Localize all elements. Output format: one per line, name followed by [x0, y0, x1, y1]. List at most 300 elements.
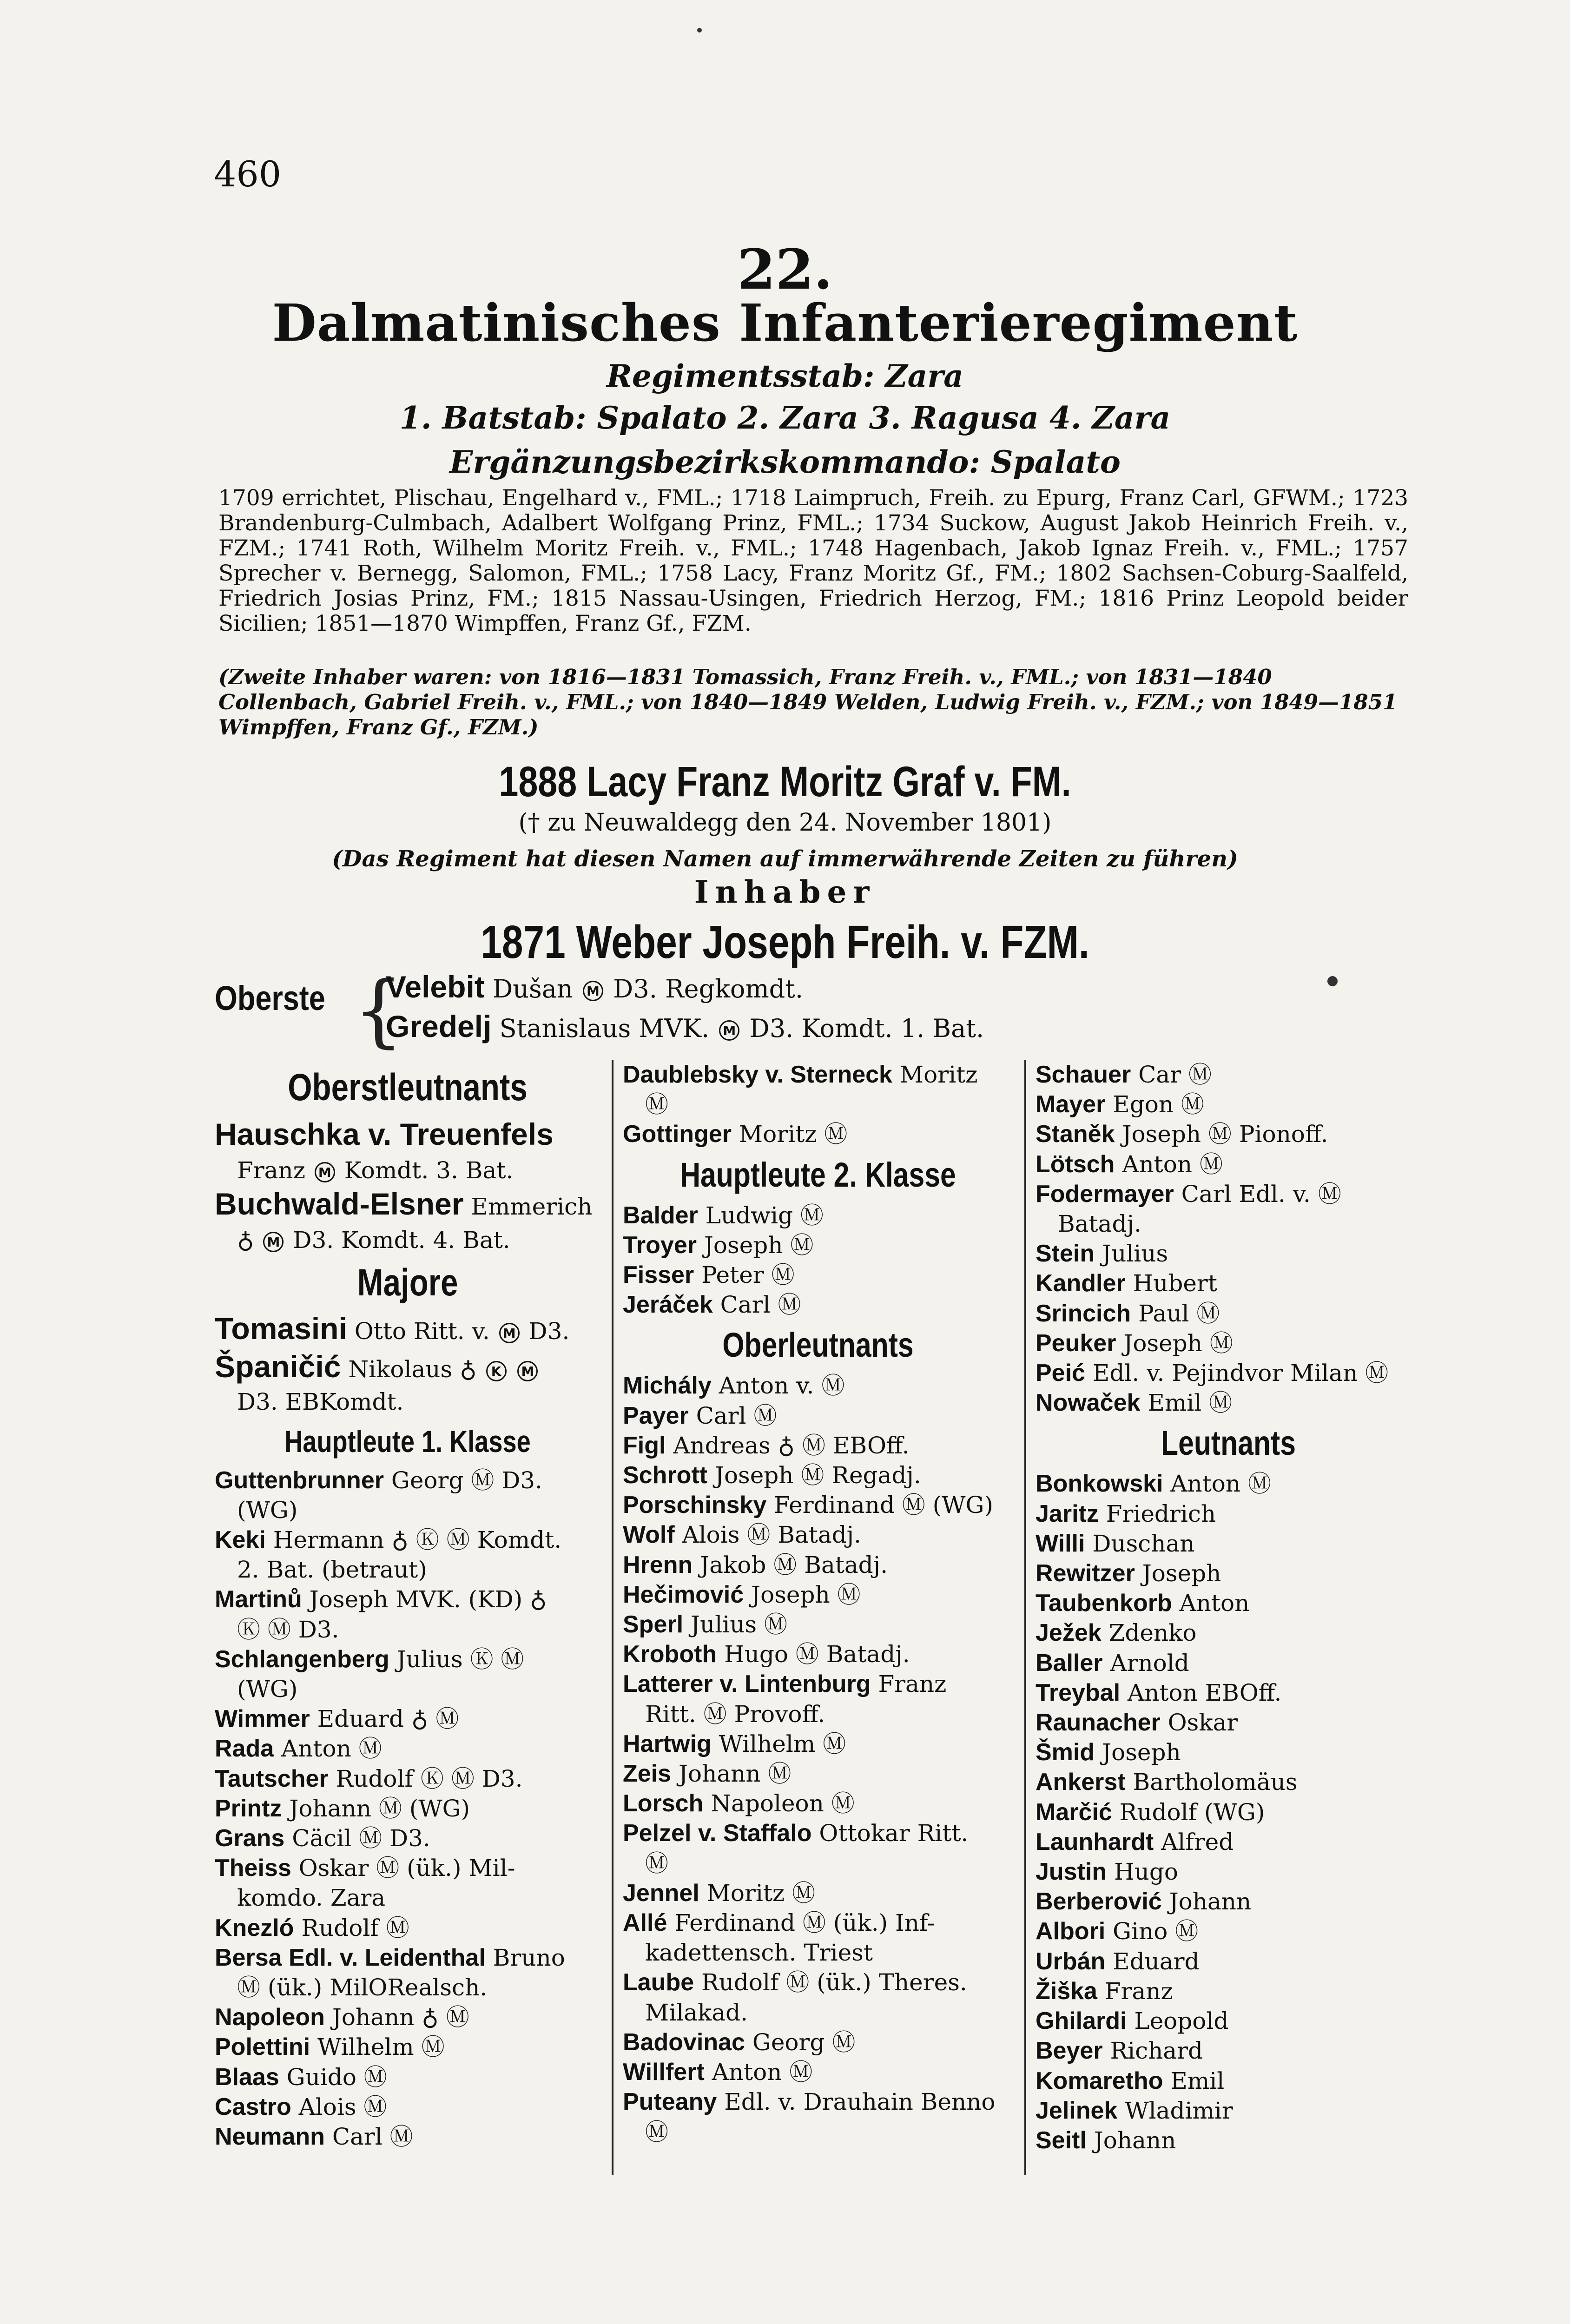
list-item: [623, 1610, 1013, 1639]
list-item: [215, 1644, 600, 1674]
officer-details: Carl Ⓜ: [332, 2123, 413, 2151]
officer-details: Jakob Ⓜ Batadj.: [700, 1551, 888, 1578]
list-item: [215, 1185, 600, 1225]
officer-name: Latterer v. Lintenburg: [623, 1670, 871, 1698]
officer-details: Leopold: [1134, 2007, 1229, 2035]
officer-details: Julius Ⓚ Ⓜ: [396, 1645, 524, 1673]
military-merit-stamp-icon: M: [583, 981, 603, 1001]
military-merit-stamp-icon: M: [719, 1020, 739, 1041]
regiment-staff: Regimentsstab: Zara: [607, 358, 963, 394]
list-item: [623, 1431, 1013, 1460]
list-item: [1036, 1119, 1421, 1149]
officer-name: Grans: [215, 1825, 285, 1852]
list-item: [623, 1908, 1013, 1938]
officer-details: Moritz Ⓜ: [706, 1879, 816, 1907]
list-item: [623, 1490, 1013, 1520]
regiment-title: Dalmatinisches Infanterieregiment: [272, 293, 1298, 353]
regiment-number: 22.: [737, 237, 833, 302]
officer-details: Joseph Ⓜ: [704, 1231, 814, 1259]
list-item: [1036, 1149, 1421, 1179]
officer-details: Ferdinand Ⓜ (ük.) Inf-: [674, 1909, 935, 1937]
officer-details: Johann ♁ Ⓜ: [332, 2004, 469, 2031]
officer-name: Albori: [1036, 1918, 1106, 1945]
list-item: [1036, 1388, 1421, 1418]
officer-name: Napoleon: [215, 2004, 325, 2031]
officer-name: Tomasini: [215, 1311, 347, 1346]
list-item: [1036, 1618, 1421, 1648]
officer-details: Johann Ⓜ (WG): [289, 1795, 470, 1822]
officer-name: Theiss: [215, 1855, 291, 1882]
officer-details: Georg Ⓜ: [752, 2028, 856, 2056]
officer-name: Bonkowski: [1036, 1470, 1163, 1498]
honorary-death-note: († zu Neuwaldegg den 24. November 1801): [518, 809, 1052, 837]
list-item: [623, 1520, 1013, 1550]
list-item: [1036, 1827, 1421, 1857]
officer-details: Joseph Ⓜ Regadj.: [714, 1462, 921, 1489]
officer-name: Beyer: [1036, 2037, 1103, 2065]
officer-details: Car Ⓜ: [1138, 1061, 1212, 1088]
officer-name: Hartwig: [623, 1730, 712, 1757]
list-item: [215, 1349, 600, 1387]
section-heading-oberstleutnants: Oberstleutnants: [288, 1066, 528, 1109]
list-item: [1036, 1767, 1421, 1797]
list-item: [1036, 1529, 1421, 1558]
officer-name: Nowaček: [1036, 1389, 1141, 1417]
officer-details: Edl. v. Drauhain Benno: [724, 2088, 996, 2116]
list-item: [215, 1853, 600, 1883]
column-divider: [1024, 1060, 1026, 2175]
officer-name: Figl: [623, 1432, 666, 1459]
list-item: [1036, 1648, 1421, 1678]
list-item: [623, 1967, 1013, 1997]
officer-details: Bartholomäus: [1133, 1769, 1298, 1796]
military-merit-stamp-icon: M: [499, 1323, 520, 1343]
list-item: 2. Bat. (betraut): [237, 1556, 427, 1584]
list-item: [1036, 1976, 1421, 2006]
list-item: [215, 1943, 600, 1973]
officer-name: Troyer: [623, 1231, 697, 1259]
list-item: [623, 1230, 1013, 1260]
officer-name: Bersa Edl. v. Leidenthal: [215, 1944, 486, 1971]
officer-details: Alois Ⓜ Batadj.: [682, 1521, 862, 1549]
officer-name: Zeis: [623, 1760, 672, 1788]
section-heading-hauptleute-1: Hauptleute 1. Klasse: [284, 1424, 531, 1459]
list-item: [623, 1119, 1013, 1149]
officer-name: Raunacher: [1036, 1709, 1161, 1736]
officer-name: Pelzel v. Staffalo: [623, 1820, 812, 1847]
officer-name: Willfert: [623, 2059, 705, 2086]
officer-list: [1036, 1060, 1421, 1418]
officer-details: Anton Ⓜ: [1170, 1470, 1272, 1498]
officer-details: Hermann ♁ Ⓚ Ⓜ Komdt.: [273, 1526, 562, 1554]
officer-details: Wladimir: [1125, 2097, 1233, 2124]
list-item: [623, 2027, 1013, 2057]
officer-details: Paul Ⓜ: [1138, 1300, 1220, 1327]
officer-name: Neumann: [215, 2123, 325, 2151]
list-item: [1036, 1857, 1421, 1887]
officer-firstname: Emmerich: [471, 1193, 593, 1221]
list-item: [215, 1155, 600, 1185]
military-merit-stamp-icon: M: [315, 1162, 335, 1182]
list-item: [215, 1734, 600, 1763]
officer-list: [215, 1466, 600, 2152]
list-item: [623, 1371, 1013, 1400]
officer-details: Julius Ⓜ: [690, 1611, 787, 1638]
list-item: [623, 1201, 1013, 1230]
list-item: [623, 1290, 1013, 1320]
officer-details: Ludwig Ⓜ: [705, 1202, 824, 1229]
list-item: [1036, 2066, 1421, 2096]
officer-name: Porschinsky: [623, 1492, 767, 1519]
list-item: [215, 2002, 600, 2032]
officer-details: Ferdinand Ⓜ (WG): [774, 1492, 993, 1519]
list-item: [623, 1060, 1013, 1089]
list-item: [1036, 1887, 1421, 1916]
list-item: [1036, 2096, 1421, 2126]
military-merit-stamp-icon: M: [517, 1361, 538, 1381]
list-item: [215, 2062, 600, 2092]
oberst-row: [386, 969, 803, 1004]
list-item: [623, 1639, 1013, 1669]
officer-name: Guttenbrunner: [215, 1466, 384, 1494]
officer-details: Johann: [1169, 1888, 1252, 1915]
officer-name: Blaas: [215, 2063, 279, 2091]
officer-name: Stein: [1036, 1240, 1095, 1268]
oberst-name: Velebit: [386, 970, 485, 1004]
list-item: Ⓜ: [645, 2118, 668, 2146]
officer-list: [623, 1060, 1013, 1149]
officer-details: Hugo Ⓜ Batadj.: [724, 1641, 910, 1668]
list-item: [623, 1550, 1013, 1580]
officer-details: Wilhelm Ⓜ: [719, 1730, 846, 1757]
officer-firstname: Otto Ritt. v.: [354, 1318, 490, 1345]
order-cross-icon: ♁: [460, 1356, 477, 1383]
list-item: [1036, 1737, 1421, 1767]
list-item: [215, 1525, 600, 1555]
officer-name: Buchwald-Elsner: [215, 1187, 464, 1221]
officer-details: Anton Ⓜ: [281, 1735, 382, 1763]
officer-name: Ježek: [1036, 1619, 1102, 1647]
officer-name: Mayer: [1036, 1091, 1106, 1118]
officer-details: Joseph: [1102, 1739, 1181, 1766]
list-item: [215, 1823, 600, 1853]
officer-name: Schlangenberg: [215, 1645, 389, 1673]
officer-details: Bruno: [493, 1944, 565, 1971]
officer-details: Joseph Ⓜ Pionoff.: [1122, 1121, 1328, 1148]
officer-details: Georg Ⓜ D3.: [391, 1466, 543, 1494]
officer-details: Oskar: [1168, 1709, 1238, 1736]
officer-details: Emil Ⓜ: [1148, 1389, 1233, 1417]
oberste-label: Oberste: [215, 979, 325, 1017]
officer-details: Eduard: [1113, 1948, 1200, 1975]
section-heading-leutnants: Leutnants: [1161, 1424, 1296, 1463]
list-item: (WG): [237, 1676, 298, 1703]
officer-name: Jeráček: [623, 1291, 713, 1319]
officer-name: Baller: [1036, 1649, 1103, 1677]
column-divider: [612, 1060, 613, 2175]
list-item: [1036, 1268, 1421, 1298]
list-item: [215, 1913, 600, 1943]
list-item: [1036, 2126, 1421, 2155]
officer-name: Badovinac: [623, 2028, 745, 2056]
list-item: [215, 1794, 600, 1823]
officer-name: Tautscher: [215, 1765, 329, 1792]
officer-details: Anton v. Ⓜ: [719, 1372, 845, 1400]
list-item: [1036, 1916, 1421, 1946]
list-item: [623, 1878, 1013, 1908]
officer-name: Martinů: [215, 1586, 302, 1613]
officer-details: Anton Ⓜ: [1122, 1150, 1223, 1178]
honorary-name-note: (Das Regiment hat diesen Namen auf immerwährende Zeiten zu führen): [332, 846, 1238, 872]
list-item: [623, 1789, 1013, 1818]
officer-details: Napoleon Ⓜ: [711, 1790, 855, 1817]
officer-name: Balder: [623, 1202, 698, 1229]
officer-details: Arnold: [1110, 1649, 1189, 1677]
list-item: [1036, 1089, 1421, 1119]
list-item: [623, 2057, 1013, 2087]
officer-details: Alfred: [1161, 1828, 1234, 1855]
officer-details: Anton EBOff.: [1128, 1679, 1282, 1706]
scan-speck: [1327, 976, 1338, 986]
column-3: [1036, 1060, 1421, 2155]
officer-name: Srincich: [1036, 1300, 1131, 1327]
officer-name: Castro: [215, 2093, 291, 2120]
list-item: [1036, 1299, 1421, 1328]
list-item: Ⓜ (ük.) MilORealsch.: [237, 1974, 488, 2001]
list-item: [1036, 1499, 1421, 1529]
list-item: komdo. Zara: [237, 1884, 386, 1912]
column-1: [215, 1060, 600, 2152]
list-item: Ⓚ Ⓜ D3.: [237, 1616, 339, 1643]
list-item: [623, 2087, 1013, 2117]
list-item: [1036, 1328, 1421, 1358]
officer-name: Peuker: [1036, 1329, 1116, 1357]
officer-list: [1036, 1469, 1421, 2155]
officer-firstname: Nikolaus: [348, 1356, 453, 1383]
list-item: [215, 1704, 600, 1734]
officer-name: Laube: [623, 1969, 694, 1996]
list-item: (WG): [237, 1496, 298, 1524]
officer-name: Taubenkorb: [1036, 1590, 1172, 1617]
officer-name: Urbán: [1036, 1948, 1106, 1975]
officer-details: Guido Ⓜ: [286, 2063, 387, 2091]
brace-mark: {: [353, 964, 404, 1056]
list-item: [1036, 1060, 1421, 1089]
officer-name: Berberović: [1036, 1888, 1162, 1915]
officer-name: Ghilardi: [1036, 2007, 1127, 2035]
list-item: [215, 1311, 600, 1349]
list-item: [1036, 1708, 1421, 1737]
officer-details: Joseph Ⓜ: [751, 1581, 861, 1608]
officer-details: Moritz: [899, 1061, 978, 1088]
officer-role: Komdt. 3. Bat.: [344, 1157, 514, 1184]
officer-name: Jaritz: [1036, 1500, 1099, 1527]
officer-list: [623, 1371, 1013, 2146]
list-item: [1036, 1358, 1421, 1388]
officer-name: Allé: [623, 1909, 667, 1937]
list-item: [215, 1225, 600, 1255]
oberst-firstname: Dušan: [492, 974, 573, 1004]
officer-name: Puteany: [623, 2088, 717, 2116]
officer-details: Hubert: [1133, 1270, 1217, 1297]
second-owners-note: (Zweite Inhaber waren: von 1816—1831 Tomassich, Franz Freih. v., FML.; von 1831—1840 Collenbach, Gabriel Freih. v., FML.; von 1840—1849 Welden, Ludwig Freih. v., FZM.; von 1849—1851 Wimpffen, Franz Gf., FZM.): [218, 665, 1398, 739]
scan-speck: [697, 28, 702, 33]
officer-name: Hrenn: [623, 1551, 693, 1578]
list-item: [215, 1116, 600, 1155]
inhaber-heading: Inhaber: [694, 874, 876, 910]
officer-details: Cäcil Ⓜ D3.: [292, 1825, 430, 1852]
officer-details: Wilhelm Ⓜ: [317, 2034, 445, 2061]
officer-name: Kroboth: [623, 1641, 717, 1668]
officer-details: Carl Edl. v. Ⓜ: [1181, 1180, 1341, 1208]
officer-details: Joseph: [1142, 1560, 1221, 1587]
officer-details: Oskar Ⓜ (ük.) Mil-: [298, 1855, 515, 1882]
battalion-stations: 1. Batstab: Spalato 2. Zara 3. Ragusa 4. Zara: [399, 400, 1171, 436]
officer-name: Peić: [1036, 1360, 1085, 1387]
list-item: Ⓜ: [645, 1849, 668, 1877]
list-item: Batadj.: [1058, 1210, 1141, 1238]
section-heading-oberleutnants: Oberleutnants: [722, 1326, 914, 1365]
officer-details: Joseph Ⓜ: [1123, 1329, 1233, 1357]
officer-details: Friedrich: [1106, 1500, 1216, 1527]
officer-firstname: Franz: [237, 1157, 305, 1184]
officer-name: Rada: [215, 1735, 274, 1763]
officer-name: Schrott: [623, 1462, 707, 1489]
officer-name: Schauer: [1036, 1061, 1131, 1088]
officer-name: Hečimović: [623, 1581, 744, 1608]
officer-details: Emil: [1170, 2067, 1225, 2094]
officer-details: Peter Ⓜ: [701, 1261, 795, 1289]
officer-name: Payer: [623, 1402, 689, 1429]
kriegsmedaille-stamp-icon: K: [486, 1361, 507, 1381]
officer-details: Johann: [1094, 2126, 1176, 2154]
section-heading-hauptleute-2: Hauptleute 2. Klasse: [680, 1155, 956, 1194]
officer-role: D3.: [528, 1318, 570, 1345]
list-item: Milakad.: [645, 1999, 748, 2026]
officer-name: Fodermayer: [1036, 1180, 1174, 1208]
officer-details: Rudolf Ⓚ Ⓜ D3.: [336, 1765, 523, 1792]
honorary-owner: 1888 Lacy Franz Moritz Graf v. FM.: [499, 758, 1071, 805]
list-item: [1036, 1678, 1421, 1708]
inhaber-name: 1871 Weber Joseph Freih. v. FZM.: [481, 916, 1089, 968]
officer-details: Alois Ⓜ: [298, 2093, 387, 2120]
officer-details: Eduard ♁ Ⓜ: [317, 1705, 459, 1733]
officer-name: Lötsch: [1036, 1150, 1115, 1178]
list-item: [1036, 1179, 1421, 1209]
list-item: [215, 2092, 600, 2122]
list-item: [1036, 1588, 1421, 1618]
officer-name: Daublebsky v. Sterneck: [623, 1061, 892, 1088]
officer-details: Joseph MVK. (KD) ♁: [309, 1586, 547, 1613]
officer-details: Gino Ⓜ: [1113, 1918, 1199, 1945]
officer-name: Justin: [1036, 1858, 1107, 1886]
list-item: [215, 2122, 600, 2152]
section-heading-majore: Majore: [357, 1261, 458, 1304]
officer-details: Rudolf (WG): [1119, 1798, 1265, 1826]
officer-name: Jelinek: [1036, 2097, 1118, 2124]
regiment-history: 1709 errichtet, Plischau, Engelhard v., FML.; 1718 Laimpruch, Freih. zu Epurg, Franz Carl, GFWM.; 1723 Brandenburg-Culmbach, Adalbert Wolfgang Prinz, FML.; 1734 Suckow, August Jakob Heinrich Freih. v., FZM.; 1741 Roth, Wilhelm Moritz Freih. v., FML.; 1748 Hagenbach, Jakob Ignaz Freih. v., FML.; 1757 Sprecher v. Bernegg, Salomon, FML.; 1758 Lacy, Franz Moritz Gf., FM.; 1802 Sachsen-Coburg-Saalfeld, Friedrich Josias Prinz, FM.; 1815 Nassau-Usingen, Friedrich Herzog, FM.; 1816 Prinz Leopold beider Sicilien; 1851—1870 Wimpffen, Franz Gf., FZM.: [218, 485, 1408, 636]
officer-name: Treybal: [1036, 1679, 1121, 1706]
list-item: [215, 1466, 600, 1495]
list-item: [623, 1759, 1013, 1789]
list-item: [1036, 1797, 1421, 1827]
officer-name: Polettini: [215, 2034, 310, 2061]
oberst-name: Gredelj: [386, 1009, 492, 1043]
officer-details: Rudolf Ⓜ: [301, 1914, 409, 1941]
officer-name: Španičić: [215, 1349, 341, 1384]
officer-name: Hauschka v. Treuenfels: [215, 1117, 554, 1151]
officer-details: Zdenko: [1108, 1619, 1197, 1647]
officer-name: Staněk: [1036, 1121, 1115, 1148]
officer-name: Kandler: [1036, 1270, 1126, 1297]
officer-name: Willi: [1036, 1530, 1085, 1557]
officer-name: Gottinger: [623, 1121, 732, 1148]
recruiting-district: Ergänzungsbezirkskommando: Spalato: [449, 444, 1121, 480]
officer-details: Rudolf Ⓜ (ük.) Theres.: [701, 1969, 967, 1996]
officer-details: Anton: [1179, 1590, 1250, 1617]
officer-name: Michály: [623, 1372, 712, 1400]
list-item: [623, 1818, 1013, 1848]
list-item: [215, 1764, 600, 1794]
officer-list: [623, 1201, 1013, 1320]
officer-name: Jennel: [623, 1879, 699, 1907]
officer-name: Fisser: [623, 1261, 694, 1289]
list-item: [215, 1585, 600, 1614]
oberst-role: D3. Komdt. 1. Bat.: [749, 1014, 984, 1043]
officer-details: Duschan: [1092, 1530, 1195, 1557]
list-item: [1036, 1558, 1421, 1588]
officer-name: Knezló: [215, 1914, 294, 1941]
officer-name: Lorsch: [623, 1790, 704, 1817]
column-2: [623, 1060, 1013, 2147]
officer-details: Franz: [878, 1670, 947, 1698]
list-item: [1036, 2036, 1421, 2066]
officer-role: D3. Komdt. 4. Bat.: [293, 1227, 510, 1254]
officer-details: Julius: [1102, 1240, 1168, 1268]
page-number: 460: [214, 153, 282, 195]
officer-name: Seitl: [1036, 2126, 1087, 2154]
officer-name: Marčić: [1036, 1798, 1112, 1826]
officer-details: Andreas ♁ Ⓜ EBOff.: [673, 1432, 910, 1459]
order-cross-icon: ♁: [237, 1227, 254, 1254]
list-item: [623, 1460, 1013, 1490]
list-item: [623, 1580, 1013, 1610]
officer-details: Richard: [1110, 2037, 1203, 2065]
officer-name: Rewitzer: [1036, 1560, 1135, 1587]
officer-name: Printz: [215, 1795, 282, 1822]
officer-name: Komaretho: [1036, 2067, 1163, 2094]
list-item: [623, 1669, 1013, 1699]
list-item: Ⓜ: [645, 1091, 668, 1118]
oberst-role: D3. Regkomdt.: [613, 974, 804, 1004]
list-item: [623, 1260, 1013, 1290]
officer-name: Žiška: [1036, 1977, 1097, 2005]
oberst-row: [386, 1009, 984, 1044]
officer-details: Anton Ⓜ: [712, 2059, 813, 2086]
military-merit-stamp-icon: M: [263, 1232, 284, 1252]
officer-details: Johann Ⓜ: [678, 1760, 792, 1788]
list-item: [1036, 1469, 1421, 1499]
officer-name: Ankerst: [1036, 1769, 1126, 1796]
list-item: D3. EBKomdt.: [237, 1388, 404, 1416]
officer-details: Carl Ⓜ: [720, 1291, 801, 1319]
oberst-firstname: Stanislaus MVK.: [499, 1014, 710, 1043]
officer-name: Šmid: [1036, 1739, 1095, 1766]
officer-details: Carl Ⓜ: [696, 1402, 777, 1429]
officer-details: Franz: [1104, 1977, 1173, 2005]
list-item: [1036, 2006, 1421, 2036]
list-item: [623, 1401, 1013, 1431]
